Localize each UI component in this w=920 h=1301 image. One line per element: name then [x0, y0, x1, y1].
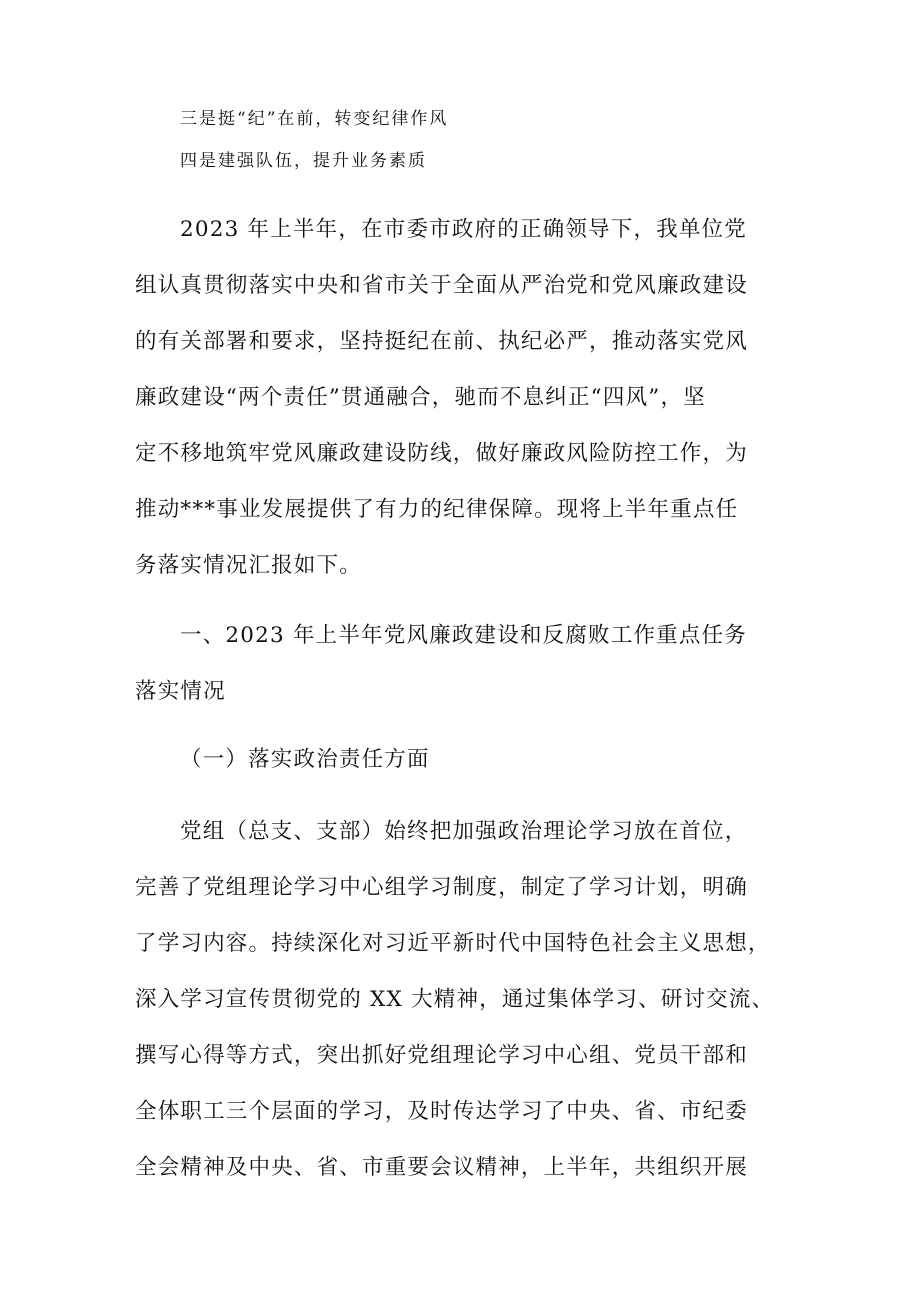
- paragraph-line: 深入学习宣传贯彻党的 XX 大精神，通过集体学习、研讨交流、: [135, 987, 775, 1012]
- intro-line: 务落实情况汇报如下。: [135, 553, 363, 578]
- subsection-heading-1: （一）落实政治责任方面: [180, 747, 430, 772]
- outline-item-3: 三是挺“纪”在前，转变纪律作风: [180, 109, 449, 129]
- paragraph-line: 撰写心得等方式，突出抓好党组理论学习中心组、党员干部和: [135, 1043, 748, 1068]
- paragraph-line: 完善了党组理论学习中心组学习制度，制定了学习计划，明确: [135, 875, 748, 900]
- intro-line: 推动***事业发展提供了有力的纪律保障。现将上半年重点任: [135, 497, 739, 522]
- intro-line: 廉政建设“两个责任”贯通融合，驰而不息纠正“四风”，坚: [135, 385, 706, 410]
- paragraph-line: 全会精神及中央、省、市重要会议精神，上半年，共组织开展: [135, 1155, 748, 1180]
- outline-item-4: 四是建强队伍，提升业务素质: [180, 151, 427, 171]
- section-heading-1: 一、2023 年上半年党风廉政建设和反腐败工作重点任务: [180, 623, 747, 648]
- paragraph-line: 党组（总支、支部）始终把加强政治理论学习放在首位，: [180, 819, 748, 844]
- intro-line: 的有关部署和要求，坚持挺纪在前、执纪必严，推动落实党风: [135, 329, 748, 354]
- intro-line: 2023 年上半年，在市委市政府的正确领导下，我单位党: [180, 217, 747, 242]
- paragraph-line: 了学习内容。持续深化对习近平新时代中国特色社会主义思想，: [135, 931, 771, 956]
- intro-line: 组认真贯彻落实中央和省市关于全面从严治党和党风廉政建设: [135, 273, 748, 298]
- intro-line: 定不移地筑牢党风廉政建设防线，做好廉政风险防控工作，为: [135, 441, 748, 466]
- paragraph-line: 全体职工三个层面的学习，及时传达学习了中央、省、市纪委: [135, 1099, 748, 1124]
- section-heading-1-cont: 落实情况: [135, 679, 226, 704]
